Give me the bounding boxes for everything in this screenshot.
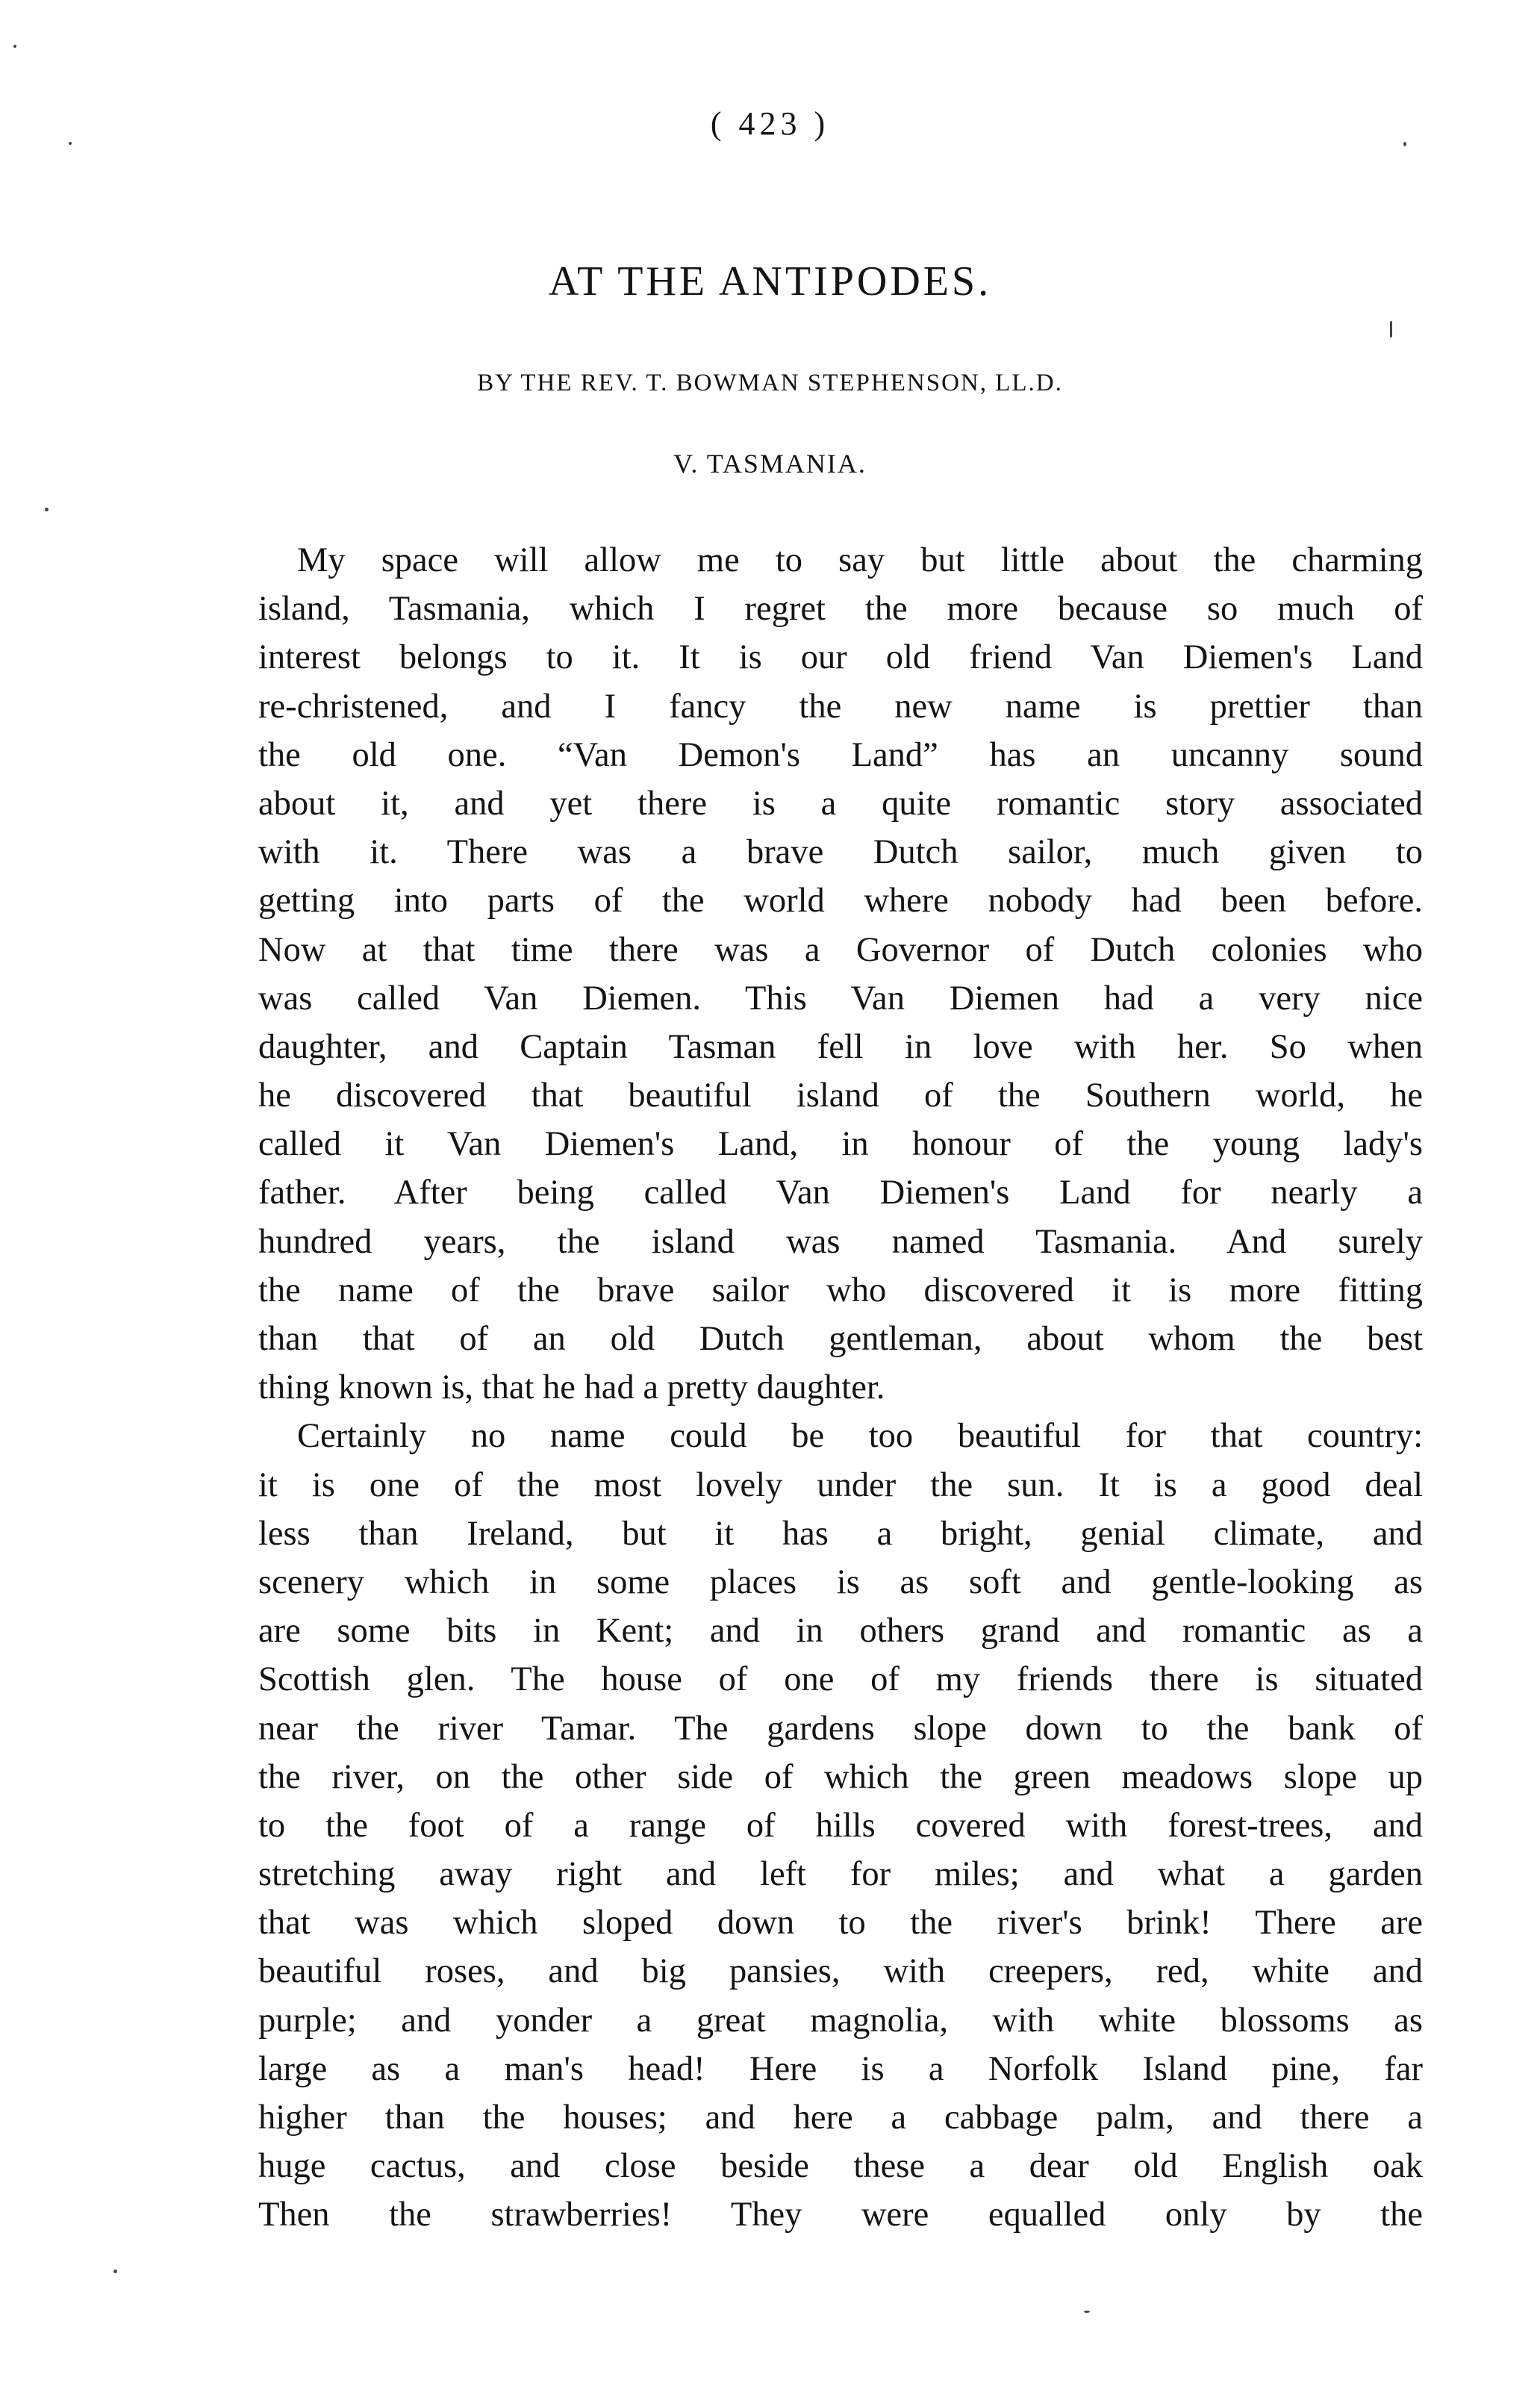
text-line: was called Van Diemen. This Van Diemen had a very nice xyxy=(258,979,1423,1018)
text-line: getting into parts of the world where nobody had been before. xyxy=(258,882,1423,921)
author-byline: BY THE REV. T. BOWMAN STEPHENSON, LL.D. xyxy=(477,370,1063,396)
text-line: it is one of the most lovely under the sun. It is a good deal xyxy=(258,1465,1423,1504)
scan-speck xyxy=(1403,142,1406,146)
text-line: hundred years, the island was named Tasmania. And surely xyxy=(258,1222,1423,1261)
text-line: re-christened, and I fancy the new name is prettier than xyxy=(258,687,1423,726)
article-body xyxy=(258,536,1423,2240)
text-line: Scottish glen. The house of one of my friends there is situated xyxy=(258,1660,1423,1699)
page-number: ( 423 ) xyxy=(710,105,830,142)
paragraph xyxy=(258,536,1423,1412)
text-line: purple; and yonder a great magnolia, with white blossoms as xyxy=(258,2001,1423,2040)
scan-speck xyxy=(45,508,49,511)
scan-speck xyxy=(69,142,72,145)
scan-speck xyxy=(13,45,16,48)
text-line: Then the strawberries! They were equalled only by the xyxy=(258,2196,1423,2234)
text-line: are some bits in Kent; and in others grand and romantic as a xyxy=(258,1612,1423,1651)
text-line: interest belongs to it. It is our old friend Van Diemen's Land xyxy=(258,638,1423,677)
text-line: father. After being called Van Diemen's Land for nearly a xyxy=(258,1174,1423,1212)
text-line: to the foot of a range of hills covered with forest-trees, and xyxy=(258,1806,1423,1845)
text-line: daughter, and Captain Tasman fell in love with her. So when xyxy=(258,1027,1423,1066)
text-line: about it, and yet there is a quite romantic story associated xyxy=(258,784,1423,823)
text-line: he discovered that beautiful island of the Southern world, he xyxy=(258,1077,1423,1115)
text-line: with it. There was a brave Dutch sailor, much given to xyxy=(258,833,1423,872)
text-line: large as a man's head! Here is a Norfolk Island pine, far xyxy=(258,2049,1423,2088)
text-line: stretching away right and left for miles; and what a garden xyxy=(258,1855,1423,1894)
text-line: higher than the houses; and here a cabbage palm, and there a xyxy=(258,2099,1423,2137)
text-line: the name of the brave sailor who discovered it is more fitting xyxy=(258,1271,1423,1309)
text-line: less than Ireland, but it has a bright, genial climate, and xyxy=(258,1514,1423,1553)
text-line: near the river Tamar. The gardens slope down to the bank of xyxy=(258,1709,1423,1748)
scan-speck xyxy=(1390,321,1392,337)
text-line: beautiful roses, and big pansies, with creepers, red, white and xyxy=(258,1952,1423,1991)
text-line: thing known is, that he had a pretty daughter. xyxy=(258,1368,885,1407)
article-title: AT THE ANTIPODES. xyxy=(548,258,992,305)
text-line: than that of an old Dutch gentleman, about whom the best xyxy=(258,1320,1423,1358)
section-heading: V. TASMANIA. xyxy=(673,449,867,479)
text-line: Now at that time there was a Governor of Dutch colonies who xyxy=(258,930,1423,969)
text-line: huge cactus, and close beside these a dear old English oak xyxy=(258,2147,1423,2186)
text-line: scenery which in some places is as soft and gentle-looking as xyxy=(258,1563,1423,1601)
text-line: that was which sloped down to the river's brink! There are xyxy=(258,1904,1423,1943)
text-line: the old one. “Van Demon's Land” has an uncanny sound xyxy=(258,735,1423,774)
text-line: the river, on the other side of which the green meadows slope up xyxy=(258,1757,1423,1796)
text-line: My space will allow me to say but little about the charming xyxy=(297,541,1423,579)
paragraph xyxy=(258,1412,1423,2239)
scan-speck xyxy=(113,2270,117,2273)
text-line: island, Tasmania, which I regret the more because so much of xyxy=(258,590,1423,629)
scan-speck xyxy=(1084,2311,1090,2313)
text-line: called it Van Diemen's Land, in honour of the young lady's xyxy=(258,1125,1423,1164)
text-line: Certainly no name could be too beautiful for that country: xyxy=(297,1417,1423,1456)
